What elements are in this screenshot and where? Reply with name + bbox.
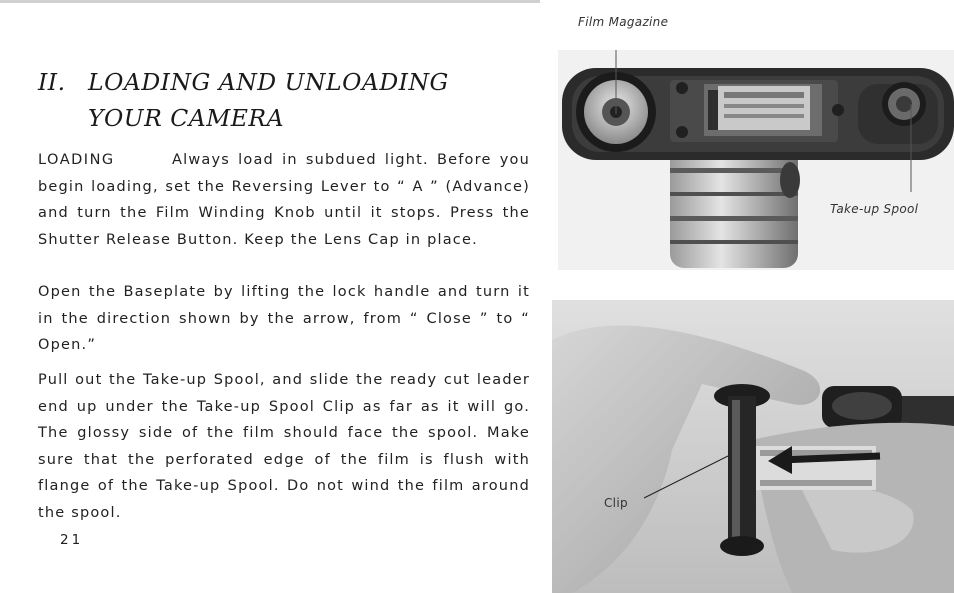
paragraph-take-up-spool: Pull out the Take-up Spool, and slide the ready cut leader end up under the Take-up Spool Clip as far as it will go. The glossy side of the film should face the spool. Make sure that the perforated edge of the film is flush with flange of the Take-up Spool. Do not wind the film around the spool. xyxy=(38,372,530,521)
section-heading xyxy=(38,64,528,136)
paragraph-lead-loading: LOADING xyxy=(38,152,115,168)
page-number: 21 xyxy=(60,532,84,548)
label-take-up-spool: Take-up Spool xyxy=(830,202,919,216)
paragraph-loading xyxy=(38,147,530,253)
camera-top-photo xyxy=(558,50,954,270)
heading-line-2: YOUR CAMERA xyxy=(88,104,285,132)
label-film-magazine: Film Magazine xyxy=(578,15,669,29)
paragraph-baseplate: Open the Baseplate by lifting the lock handle and turn it in the direction shown by the arrow, from “ Close ” to “ Open.” xyxy=(38,284,530,353)
section-number: II. xyxy=(38,68,66,96)
direction-arrow xyxy=(780,456,880,460)
hand-spool-illustration xyxy=(552,300,954,593)
heading-line-1: LOADING AND UNLOADING xyxy=(88,68,449,96)
paragraph-1-text: Always load in subdued light. Before you begin loading, set the Reversing Lever to “ A ” (Advance) and turn the Film Winding Knob until it stops. Press the Shutter Release Button. Keep the Lens Cap in place. xyxy=(38,152,530,248)
top-edge-rule xyxy=(0,0,540,3)
camera-illustration xyxy=(558,50,954,270)
hand-loading-photo xyxy=(552,300,954,593)
label-clip: Clip xyxy=(604,496,628,510)
